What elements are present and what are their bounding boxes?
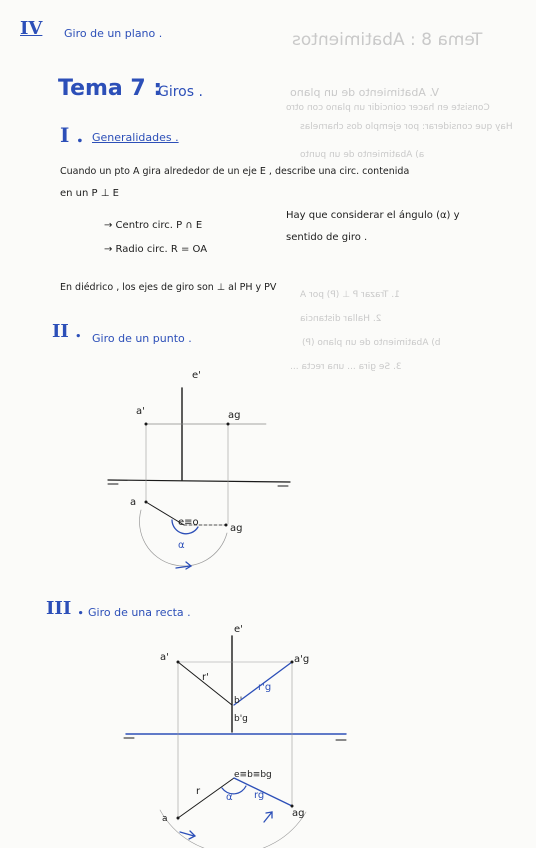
label3-b1: b' (234, 696, 243, 706)
section1-note-line1: Hay que considerar el ángulo (α) y (286, 210, 460, 221)
label3-r: r (196, 786, 201, 797)
bleed-through-9: 3. Se gira ... una recta ... (290, 362, 402, 372)
label3-a1: a' (160, 652, 169, 663)
tema-subtitle: Giros . (158, 84, 203, 100)
label3-rg1: r'g (258, 682, 272, 693)
bleed-through-8: b) Abatimiento de un plano (P) (302, 338, 441, 348)
line-rotation-diagram (124, 636, 346, 848)
label-alpha: α (178, 540, 185, 551)
label-e1: e' (192, 370, 201, 381)
section1-footer: En diédrico , los ejes de giro son ⊥ al PH y PV (60, 282, 277, 293)
label3-r1: r' (202, 672, 209, 683)
ground-line-2 (108, 480, 290, 482)
section2-numeral: II . (52, 321, 82, 342)
section3-numeral: III . (46, 598, 84, 619)
label-a: a (130, 497, 137, 508)
label-ag1: ag (228, 410, 241, 421)
label3-alpha: α (226, 792, 233, 803)
section1-numeral: I . (60, 123, 84, 147)
section1-title: Generalidades . (92, 131, 179, 144)
section2-title: Giro de un punto . (92, 332, 192, 345)
label3-ebbg: e≡b≡bg (234, 770, 272, 780)
bleed-through-2: V. Abatimiento de un plano (290, 86, 439, 99)
top-numeral: IV (20, 18, 43, 39)
section1-item-radius: → Radio circ. R = OA (104, 244, 208, 255)
top-title: Giro de un plano . (64, 27, 163, 40)
section1-item-center: → Centro circ. P ∩ E (104, 220, 203, 231)
line-r1 (178, 662, 232, 705)
label-a1: a' (136, 406, 145, 417)
bleed-through-7: 2. Hallar distancia (300, 314, 382, 324)
tema-title: Tema 7 : (58, 76, 163, 101)
label3-ag: ag (292, 808, 305, 819)
section1-line1: Cuando un pto A gira alrededor de un eje E , describe una circ. contenida (60, 166, 410, 177)
bleed-through-1: Tema 8 : Abatimientos (292, 30, 483, 50)
label3-ag1: a'g (294, 654, 310, 665)
section1-line2: en un P ⊥ E (60, 188, 119, 199)
label-ag: ag (230, 523, 243, 534)
bleed-through-4: Hay que considerar: por ejemplo dos charnelas (300, 122, 513, 132)
bleed-through-3: Consiste en hacer coincidir un plano con otro (286, 103, 490, 113)
bleed-through-6: 1. Trazar P ⊥ (P) por A (300, 290, 400, 300)
label3-e1: e' (234, 624, 243, 635)
bleed-through-5: a) Abatimiento de un punto (300, 150, 425, 160)
label-eo: e≡o (178, 517, 199, 528)
label3-rg: rg (254, 790, 265, 801)
section3-title: Giro de una recta . (88, 606, 191, 619)
section1-note-line2: sentido de giro . (286, 232, 368, 243)
label3-a: a (162, 814, 168, 824)
label3-bg1: b'g (234, 714, 248, 724)
